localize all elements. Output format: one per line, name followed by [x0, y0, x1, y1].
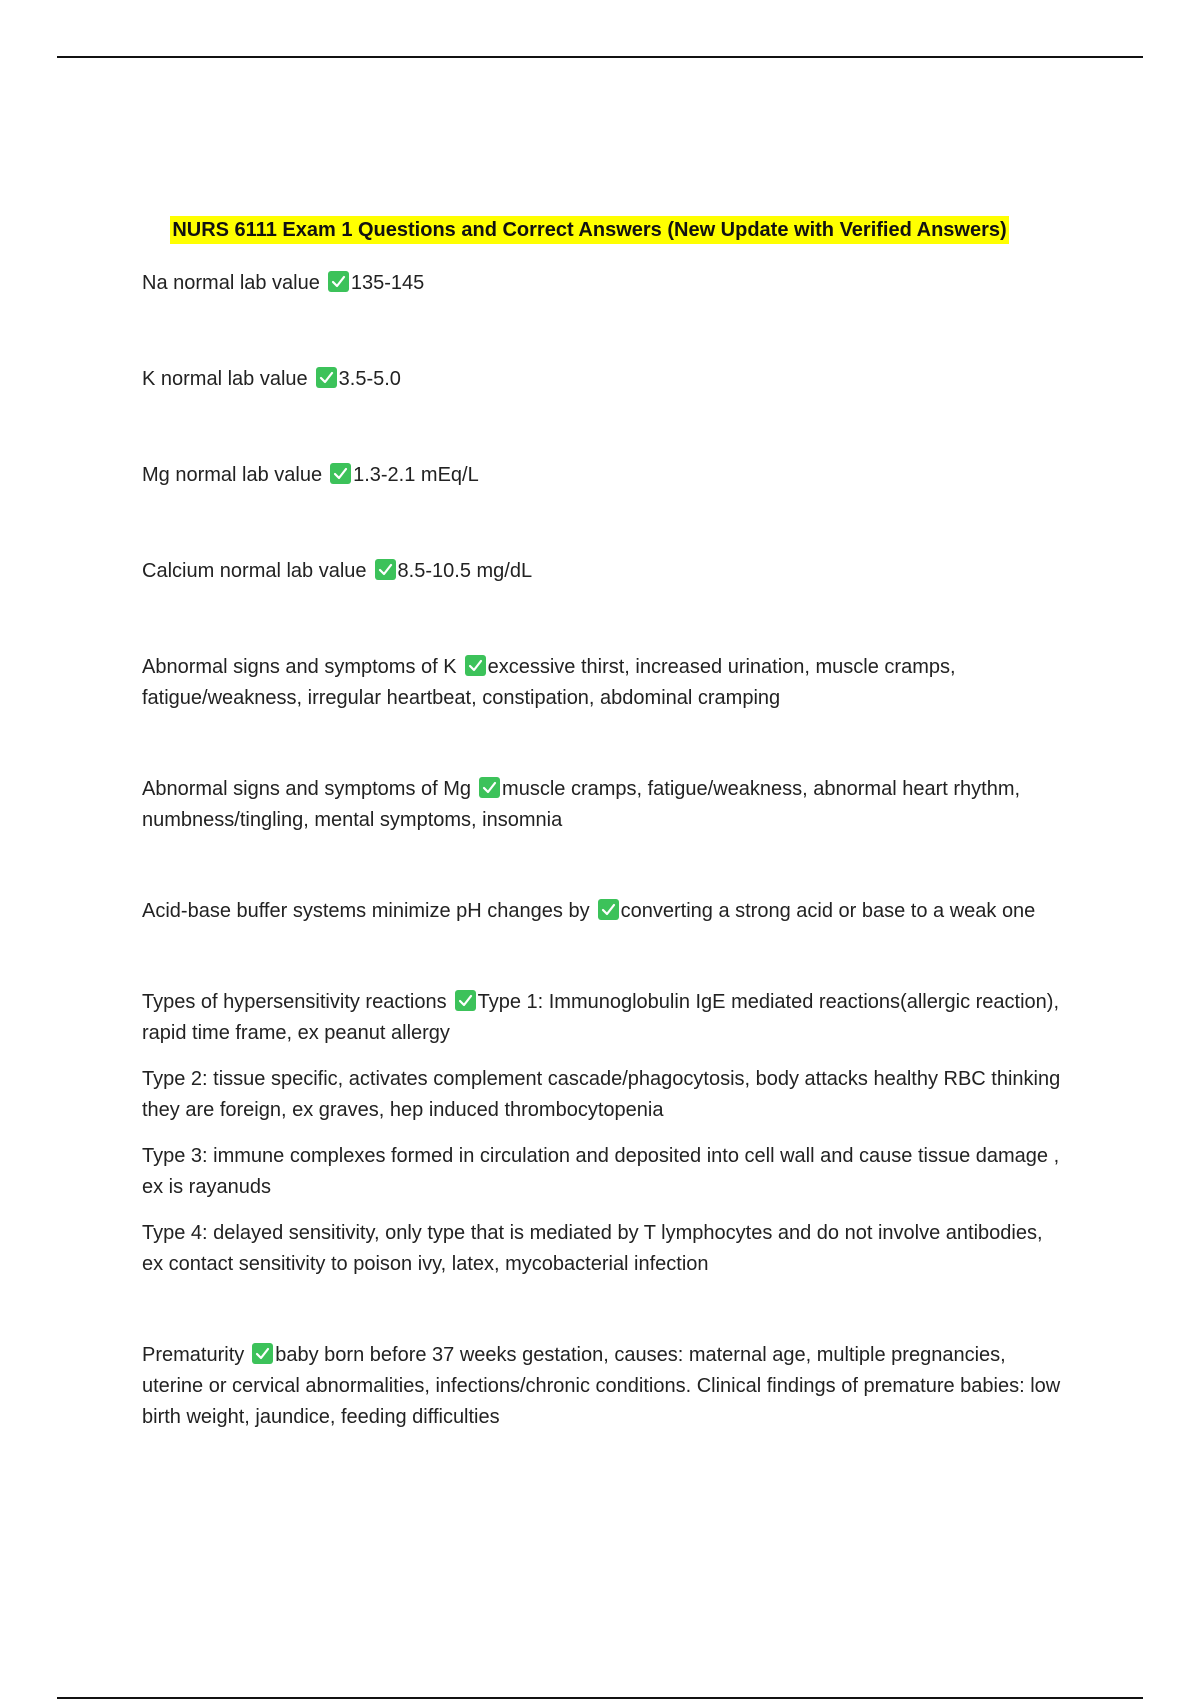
qa-item — [142, 774, 1067, 836]
header-rule — [57, 56, 1143, 58]
qa-answer: muscle cramps, fatigue/weakness, abnormal heart rhythm, numbness/tingling, mental symptoms, insomnia — [142, 778, 1021, 831]
qa-answer: 1.3-2.1 mEq/L — [353, 464, 479, 486]
qa-question: Mg normal lab value — [142, 464, 323, 486]
qa-answer: excessive thirst, increased urination, muscle cramps, fatigue/weakness, irregular heartbeat, constipation, abdominal cramping — [142, 656, 956, 709]
qa-question: Calcium normal lab value — [142, 560, 367, 582]
qa-item — [142, 460, 1067, 491]
qa-question: Prematurity — [142, 1344, 245, 1366]
qa-answer: converting a strong acid or base to a weak one — [620, 900, 1036, 922]
qa-question: Na normal lab value — [142, 272, 320, 294]
qa-item — [142, 364, 1067, 395]
qa-item — [142, 652, 1067, 714]
qa-answer: 3.5-5.0 — [338, 368, 401, 390]
qa-item — [142, 896, 1067, 927]
qa-question: Acid-base buffer systems minimize pH changes by — [142, 900, 590, 922]
check-icon — [479, 777, 500, 798]
check-icon — [316, 367, 337, 388]
check-icon — [598, 899, 619, 920]
check-icon — [465, 655, 486, 676]
qa-question: Types of hypersensitivity reactions — [142, 991, 447, 1013]
qa-answer-continued: Type 2: tissue specific, activates complement cascade/phagocytosis, body attacks healthy RBC thinking they are foreign, ex graves, hep induced thrombocytopenia — [142, 1068, 1061, 1121]
qa-item — [142, 1340, 1067, 1433]
qa-question: Abnormal signs and symptoms of Mg — [142, 778, 472, 800]
qa-list — [142, 268, 1067, 1433]
document-body — [142, 216, 1067, 1433]
check-icon — [455, 990, 476, 1011]
qa-item — [142, 987, 1067, 1049]
document-title: NURS 6111 Exam 1 Questions and Correct Answers (New Update with Verified Answers) — [170, 216, 1008, 244]
check-icon — [375, 559, 396, 580]
check-icon — [252, 1343, 273, 1364]
qa-answer: Type 1: Immunoglobulin IgE mediated reactions(allergic reaction), rapid time frame, ex peanut allergy — [142, 991, 1059, 1044]
qa-question: Abnormal signs and symptoms of K — [142, 656, 457, 678]
qa-answer-continued: Type 4: delayed sensitivity, only type that is mediated by T lymphocytes and do not involve antibodies, ex contact sensitivity to poison ivy, latex, mycobacterial infection — [142, 1222, 1043, 1275]
qa-answer: 135-145 — [350, 272, 425, 294]
qa-item — [142, 268, 1067, 299]
qa-question: K normal lab value — [142, 368, 308, 390]
check-icon — [328, 271, 349, 292]
qa-item — [142, 556, 1067, 587]
qa-answer: baby born before 37 weeks gestation, causes: maternal age, multiple pregnancies, uterine or cervical abnormalities, infections/chronic conditions. Clinical findings of premature babies: low birth weight, jaundice, feeding difficulties — [142, 1344, 1061, 1428]
qa-answer: 8.5-10.5 mg/dL — [397, 560, 533, 582]
qa-answer-continued: Type 3: immune complexes formed in circulation and deposited into cell wall and cause tissue damage , ex is rayanuds — [142, 1145, 1060, 1198]
footer-rule — [57, 1697, 1143, 1699]
title-wrap — [127, 216, 1052, 244]
check-icon — [330, 463, 351, 484]
